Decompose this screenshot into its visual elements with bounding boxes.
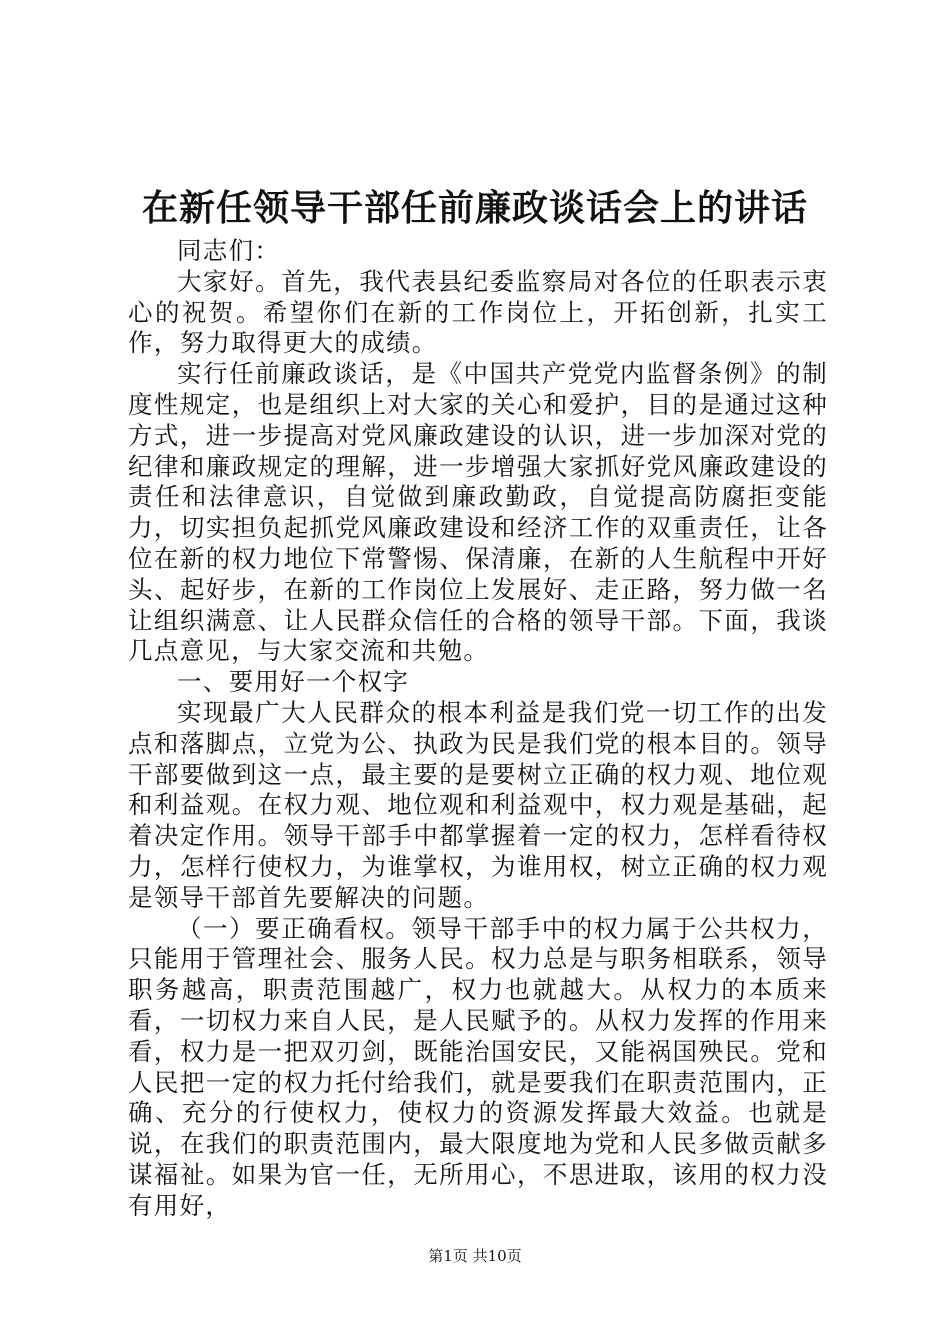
paragraph: 实行任前廉政谈话，是《中国共产党党内监督条例》的制度性规定，也是组织上对大家的关心和爱护，目的是通过这种方式，进一步提高对党风廉政建设的认识，进一步加深对党的纪律和廉政规定的理解，进一步增强大家抓好党风廉政建设的责任和法律意识，自觉做到廉政勤政，自觉提高防腐拒变能力，切实担负起抓党风廉政建设和经济工作的双重责任，让各位在新的权力地位下常警惕、保清廉，在新的人生航程中开好头、起好步，在新的工作岗位上发展好、走正路，努力做一名让组织满意、让人民群众信任的合格的领导干部。下面，我谈几点意见，与大家交流和共勉。 — [128, 359, 828, 666]
page-footer: 第1页 共10页 — [428, 1247, 522, 1265]
paragraph: （一）要正确看权。领导干部手中的权力属于公共权力，只能用于管理社会、服务人民。权力总是与职务相联系，领导职务越高，职责范围越广，权力也就越大。从权力的本质来看，一切权力来自人民，是人民赋予的。从权力发挥的作用来看，权力是一把双刃剑，既能治国安民，又能祸国殃民。党和人民把一定的权力托付给我们，就是要我们在职责范围内，正确、充分的行使权力，使权力的资源发挥最大效益。也就是说，在我们的职责范围内，最大限度地为党和人民多做贡献多谋福祉。如果为官一任，无所用心，不思进取，该用的权力没有用好， — [128, 913, 828, 1220]
paragraph: 大家好。首先，我代表县纪委监察局对各位的任职表示衷心的祝贺。希望你们在新的工作岗位上，开拓创新，扎实工作，努力取得更大的成绩。 — [128, 266, 828, 358]
section-heading: 一、要用好一个权字 — [177, 667, 410, 697]
document-title: 在新任领导干部任前廉政谈话会上的讲话 — [141, 187, 808, 229]
paragraph-salutation: 同志们： — [177, 236, 281, 265]
paragraph: 实现最广大人民群众的根本利益是我们党一切工作的出发点和落脚点，立党为公、执政为民是我们党的根本目的。领导干部要做到这一点，最主要的是要树立正确的权力观、地位观和利益观。在权力观、地位观和利益观中，权力观是基础，起着决定作用。领导干部手中都掌握着一定的权力，怎样看待权力，怎样行使权力，为谁掌权，为谁用权，树立正确的权力观是领导干部首先要解决的问题。 — [128, 697, 828, 912]
document-body — [128, 236, 828, 1222]
